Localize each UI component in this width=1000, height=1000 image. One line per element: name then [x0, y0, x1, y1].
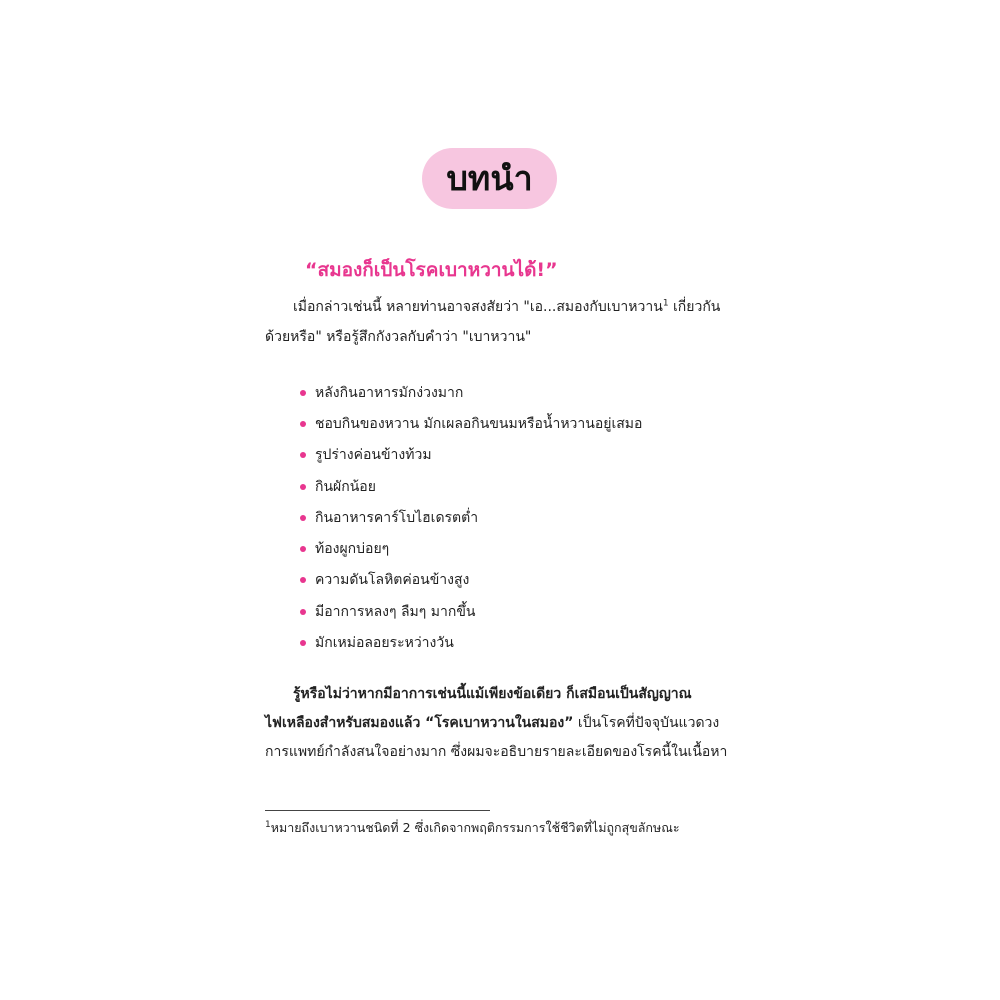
intro-line-1	[265, 292, 735, 322]
list-item-text: ชอบกินของหวาน มักเผลอกินขนมหรือน้ำหวานอยู่เสมอ	[315, 415, 643, 432]
footnote-marker: 1	[265, 819, 271, 830]
symptom-list	[300, 377, 642, 659]
list-item	[300, 627, 642, 658]
bullet-dot-icon	[300, 609, 306, 615]
list-item-text: กินอาหารคาร์โบไฮเดรตต่ำ	[315, 509, 479, 526]
footnote-ref: 1	[662, 298, 669, 309]
bullet-dot-icon	[300, 546, 306, 552]
closing-line-2	[265, 709, 740, 738]
list-item-text: ท้องผูกบ่อยๆ	[315, 541, 390, 558]
list-item	[300, 596, 642, 627]
bullet-dot-icon	[300, 390, 306, 396]
list-item	[300, 471, 642, 502]
footnote-divider	[265, 810, 490, 811]
list-item-text: รูปร่างค่อนข้างท้วม	[315, 447, 432, 464]
bullet-dot-icon	[300, 484, 306, 490]
list-item	[300, 533, 642, 564]
list-item-text: มักเหม่อลอยระหว่างวัน	[315, 635, 454, 652]
closing-bold-text-1: รู้หรือไม่ว่าหากมีอาการเช่นนี้แม้เพียงข้อเดียว ก็เสมือนเป็นสัญญาณ	[293, 686, 692, 702]
list-item-text: กินผักน้อย	[315, 478, 376, 495]
opening-quote: “สมองก็เป็นโรคเบาหวานได้!”	[305, 259, 558, 281]
chapter-title-badge	[422, 148, 557, 209]
intro-text-a: เมื่อกล่าวเช่นนี้ หลายท่านอาจสงสัยว่า "เอ...สมองกับเบาหวาน	[293, 299, 663, 315]
list-item	[300, 565, 642, 596]
closing-paragraph	[265, 680, 740, 767]
closing-text-2: เป็นโรคที่ปัจจุบันแวดวง	[573, 715, 720, 731]
list-item-text: มีอาการหลงๆ ลืมๆ มากขึ้น	[315, 603, 476, 620]
footnote-text: หมายถึงเบาหวานชนิดที่ 2 ซึ่งเกิดจากพฤติกรรมการใช้ชีวิตที่ไม่ถูกสุขลักษณะ	[270, 820, 680, 835]
bullet-dot-icon	[300, 577, 306, 583]
bullet-dot-icon	[300, 515, 306, 521]
list-item	[300, 377, 642, 408]
list-item	[300, 408, 642, 439]
intro-paragraph	[265, 292, 735, 352]
bullet-dot-icon	[300, 421, 306, 427]
closing-line-1	[265, 680, 740, 709]
intro-line-2: ด้วยหรือ" หรือรู้สึกกังวลกับคำว่า "เบาหวาน"	[265, 329, 532, 345]
footnote	[265, 818, 680, 838]
list-item-text: ความดันโลหิตค่อนข้างสูง	[315, 572, 470, 589]
list-item-text: หลังกินอาหารมักง่วงมาก	[315, 384, 464, 401]
list-item	[300, 440, 642, 471]
chapter-title: บทนำ	[446, 158, 533, 199]
bullet-dot-icon	[300, 640, 306, 646]
closing-line-3: การแพทย์กำลังสนใจอย่างมาก ซึ่งผมจะอธิบายรายละเอียดของโรคนี้ในเนื้อหา	[265, 744, 728, 760]
bullet-dot-icon	[300, 452, 306, 458]
list-item	[300, 502, 642, 533]
closing-bold-text-2: ไฟเหลืองสำหรับสมองแล้ว “โรคเบาหวานในสมอง”	[265, 715, 574, 731]
intro-text-b: เกี่ยวกัน	[668, 299, 721, 315]
